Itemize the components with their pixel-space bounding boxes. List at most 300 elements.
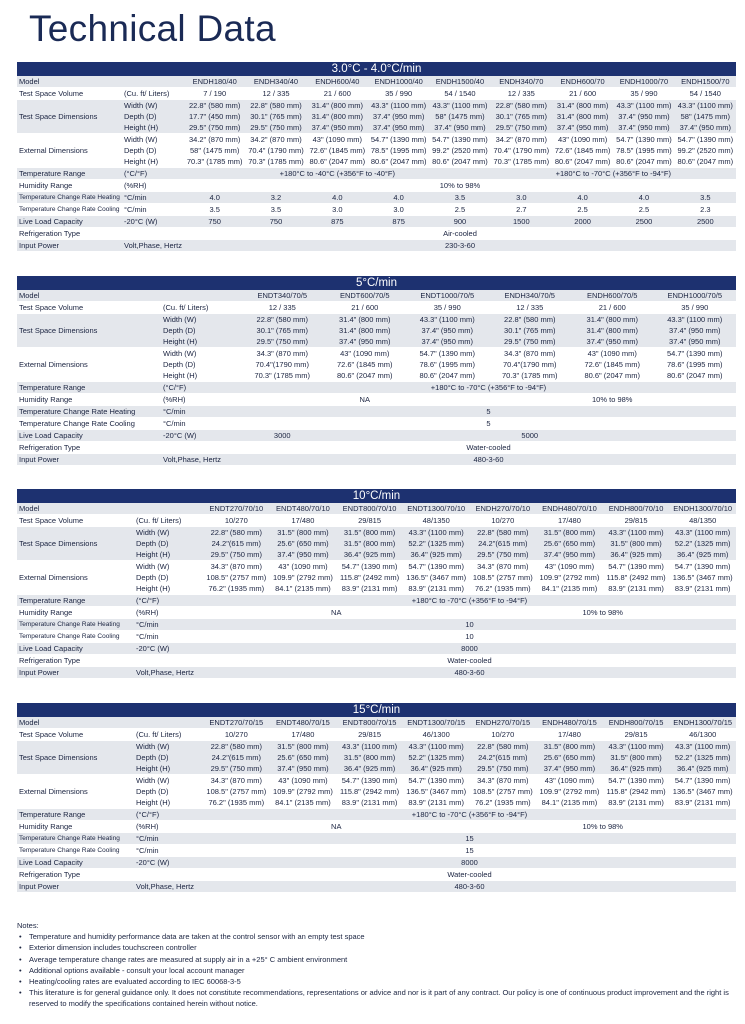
dimension-value: 52.2" (1325 mm): [674, 753, 731, 762]
dimension-cell: [536, 775, 603, 809]
value-cell: 4.0: [613, 192, 674, 204]
dimension-cell: [491, 134, 552, 168]
spec-row: [17, 180, 736, 192]
dimension-cell: [613, 134, 674, 168]
sub-label: Height (H): [124, 157, 159, 166]
dimension-value: 22.8" (580 mm): [210, 528, 263, 537]
span-cell: 480-3-60: [203, 667, 736, 679]
row-sub-labels: [161, 348, 241, 382]
row-unit: °C/min: [161, 418, 241, 430]
row-unit: °C/min: [134, 619, 203, 631]
dimension-cell: [603, 741, 670, 775]
note-item: • Heating/cooling rates are evaluated according to IEC 60068-3-5: [29, 976, 736, 987]
dimension-value: 36.4" (925 mm): [343, 764, 396, 773]
dimension-cell: [675, 100, 736, 134]
row-unit: -20°C (W): [134, 643, 203, 655]
value-cell: 10/270: [470, 515, 537, 527]
span-cell: +180°C to -40°C (+356°F to -40°F): [184, 168, 491, 180]
value-cell: 7 / 190: [184, 88, 245, 100]
dimension-value: 36.4" (925 mm): [410, 764, 462, 773]
dimension-value: 54.7" (1390 mm): [674, 776, 731, 785]
value-cell: 3.5: [245, 204, 306, 216]
row-label: Live Load Capacity: [17, 857, 134, 869]
row-label: External Dimensions: [17, 775, 134, 809]
dimension-cell: [654, 348, 737, 382]
model-name: ENDH1300/70/15: [669, 717, 736, 729]
model-name: ENDT1300/70/10: [403, 503, 470, 515]
dimension-value: 34.2" (870 mm): [495, 135, 548, 144]
value-cell: 900: [429, 216, 490, 228]
model-name: ENDH600/40: [307, 76, 368, 88]
dimension-value: 34.3" (870 mm): [210, 776, 263, 785]
value-cell: 54 / 1540: [429, 88, 490, 100]
model-name: ENDH340/40: [245, 76, 306, 88]
dimension-cell: [406, 314, 489, 348]
dimension-cell: [536, 527, 603, 561]
dimension-value: 109.9" (2792 mm): [273, 573, 333, 582]
value-cell: 2.7: [491, 204, 552, 216]
dimension-value: 84.1" (2135 mm): [541, 584, 598, 593]
span-cell: Water-cooled: [203, 869, 736, 881]
dimension-value: 22.8" (580 mm): [495, 101, 548, 110]
dimension-value: 36.4" (925 mm): [676, 764, 729, 773]
dimension-cell: [324, 348, 407, 382]
notes-list: [17, 931, 736, 1009]
row-label: External Dimensions: [17, 134, 122, 168]
dimension-value: 83.9" (2131 mm): [408, 798, 464, 807]
dimension-value: 43.3" (1100 mm): [616, 101, 672, 110]
row-unit: -20°C (W): [122, 216, 184, 228]
value-cell: 4.0: [368, 192, 429, 204]
sub-label: Width (W): [124, 101, 158, 110]
spec-row: [17, 430, 736, 442]
row-label: Temperature Range: [17, 382, 161, 394]
dimension-cell: [307, 134, 368, 168]
dimension-cell: [270, 741, 337, 775]
dimension-value: 37.4" (950 mm): [434, 123, 486, 132]
dimension-value: 30.1" (765 mm): [495, 112, 548, 121]
sub-label: Height (H): [136, 764, 171, 773]
span-cell: 3000: [241, 430, 324, 442]
dimension-value: 80.6" (2047 mm): [616, 157, 672, 166]
dimension-value: 54.7" (1390 mm): [677, 135, 734, 144]
dimension-cell: [203, 561, 270, 595]
value-cell: 3.0: [491, 192, 552, 204]
dimension-value: 54.7" (1390 mm): [341, 562, 398, 571]
span-cell: 5000: [324, 430, 737, 442]
dimension-value: 80.6" (2047 mm): [370, 157, 427, 166]
dimension-value: 37.4" (950 mm): [311, 123, 364, 132]
dimension-value: 72.6" (1845 mm): [309, 146, 366, 155]
dimension-value: 58" (1475 mm): [189, 146, 240, 155]
dimension-value: 76.2" (1935 mm): [208, 584, 265, 593]
row-label: Humidity Range: [17, 394, 161, 406]
dimension-value: 37.4" (950 mm): [586, 337, 638, 346]
dimension-value: 54.7" (1390 mm): [408, 776, 464, 785]
model-name: ENDT800/70/15: [336, 717, 403, 729]
sub-label: Depth (D): [124, 112, 157, 121]
dimension-value: 78.6" (1995 mm): [666, 360, 723, 369]
dimension-cell: [245, 134, 306, 168]
value-cell: 12 / 335: [489, 302, 572, 314]
spec-row: [17, 595, 736, 607]
model-name: ENDH1300/70/10: [669, 503, 736, 515]
dimension-cell: [603, 561, 670, 595]
dimension-value: 115.8" (2942 mm): [606, 787, 666, 796]
dimension-value: 83.9" (2131 mm): [408, 584, 464, 593]
row-label: Live Load Capacity: [17, 643, 134, 655]
dimension-value: 80.6" (2047 mm): [419, 371, 476, 380]
note-item: • Average temperature change rates are measured at supply air in a +25° C ambient environment: [29, 954, 736, 965]
span-cell: 5: [241, 406, 736, 418]
spec-row: [17, 527, 736, 561]
row-label: Refrigeration Type: [17, 869, 134, 881]
dimension-value: 43.3" (1100 mm): [408, 528, 464, 537]
value-cell: 2500: [675, 216, 736, 228]
row-unit: [134, 869, 203, 881]
dimension-value: 37.4" (950 mm): [543, 550, 596, 559]
spec-row: [17, 394, 736, 406]
sub-label: Depth (D): [136, 753, 169, 762]
dimension-value: 36.4" (925 mm): [410, 550, 462, 559]
dimension-value: 43.3" (1100 mm): [419, 315, 475, 324]
value-cell: 10/270: [203, 729, 270, 741]
dimension-value: 22.8" (580 mm): [250, 101, 302, 110]
dimension-value: 36.4" (925 mm): [610, 550, 662, 559]
dimension-value: 52.2" (1325 mm): [408, 539, 464, 548]
dimension-cell: [324, 314, 407, 348]
row-unit: (Cu. ft/ Liters): [122, 88, 184, 100]
model-name: ENDH480/70/15: [536, 717, 603, 729]
row-unit: [161, 442, 241, 454]
dimension-value: 37.4" (950 mm): [277, 550, 329, 559]
dimension-value: 37.4" (950 mm): [669, 326, 721, 335]
dimension-cell: [613, 100, 674, 134]
dimension-value: 72.6" (1845 mm): [584, 360, 641, 369]
section-5c: [17, 276, 736, 466]
dimension-cell: [336, 741, 403, 775]
dimension-value: 31.4" (800 mm): [556, 101, 609, 110]
dimension-value: 37.4" (950 mm): [543, 764, 596, 773]
sub-label: Width (W): [124, 135, 158, 144]
row-unit: °C/min: [134, 833, 203, 845]
row-label: Refrigeration Type: [17, 228, 122, 240]
spec-row: [17, 561, 736, 595]
row-unit: (Cu. ft/ Liters): [161, 302, 241, 314]
model-name: ENDH1500/70: [675, 76, 736, 88]
spec-row: [17, 809, 736, 821]
row-sub-labels: [122, 134, 184, 168]
model-name: ENDH480/70/10: [536, 503, 603, 515]
dimension-value: 78.6" (1995 mm): [419, 360, 476, 369]
row-unit: °C/min: [134, 631, 203, 643]
dimension-cell: [489, 348, 572, 382]
span-cell: Water-cooled: [241, 442, 736, 454]
sub-label: Depth (D): [136, 539, 169, 548]
row-unit: (%RH): [161, 394, 241, 406]
dimension-value: 70.4"(1790 mm): [502, 360, 557, 369]
dimension-cell: [245, 100, 306, 134]
dimension-value: 83.9" (2131 mm): [341, 584, 398, 593]
dimension-value: 22.8" (580 mm): [188, 101, 241, 110]
dimension-value: 43.3" (1100 mm): [608, 528, 664, 537]
spec-row: [17, 418, 736, 430]
row-unit: (°C/°F): [134, 595, 203, 607]
dimension-value: 84.1" (2135 mm): [275, 584, 331, 593]
sub-label: Width (W): [163, 315, 197, 324]
dimension-cell: [669, 775, 736, 809]
dimension-value: 136.5" (3467 mm): [672, 787, 733, 796]
dimension-value: 72.6" (1845 mm): [336, 360, 393, 369]
row-unit: [161, 290, 241, 302]
dimension-cell: [536, 741, 603, 775]
row-unit: [134, 717, 203, 729]
dimension-value: 29.5" (750 mm): [477, 764, 529, 773]
dimension-cell: [406, 348, 489, 382]
dimension-value: 31.5" (800 mm): [277, 528, 329, 537]
span-cell: Air-cooled: [184, 228, 736, 240]
dimension-value: 30.1" (765 mm): [256, 326, 308, 335]
dimension-value: 54.7" (1390 mm): [674, 562, 731, 571]
value-cell: 10/270: [470, 729, 537, 741]
dimension-value: 31.5" (800 mm): [343, 539, 396, 548]
dimension-value: 29.5" (750 mm): [210, 550, 263, 559]
dimension-value: 70.3" (1785 mm): [493, 157, 550, 166]
span-cell: +180°C to -70°C (+356°F to -94°F): [203, 595, 736, 607]
row-sub-labels: [122, 100, 184, 134]
dimension-value: 31.5" (800 mm): [343, 528, 396, 537]
sub-label: Width (W): [136, 742, 170, 751]
dimension-value: 37.4" (950 mm): [669, 337, 721, 346]
dimension-value: 76.2" (1935 mm): [208, 798, 265, 807]
dimension-cell: [470, 561, 537, 595]
value-cell: 35 / 990: [368, 88, 429, 100]
dimension-value: 115.8" (2942 mm): [339, 787, 400, 796]
dimension-value: 43.3" (1100 mm): [675, 742, 731, 751]
dimension-cell: [368, 134, 429, 168]
model-name: ENDT480/70/15: [270, 717, 337, 729]
dimension-cell: [669, 561, 736, 595]
value-cell: 4.0: [184, 192, 245, 204]
row-label: Live Load Capacity: [17, 430, 161, 442]
dimension-value: 34.2" (870 mm): [188, 135, 241, 144]
row-label: Humidity Range: [17, 821, 134, 833]
value-cell: 750: [184, 216, 245, 228]
dimension-value: 54.7" (1390 mm): [432, 135, 488, 144]
spec-row: [17, 382, 736, 394]
dimension-value: 31.4" (800 mm): [556, 112, 609, 121]
row-unit: °C/min: [134, 845, 203, 857]
model-row: [17, 717, 736, 729]
dimension-value: 29.5" (750 mm): [504, 337, 556, 346]
value-cell: 29/815: [603, 729, 670, 741]
dimension-value: 43.3" (1100 mm): [677, 101, 733, 110]
row-label: Model: [17, 503, 134, 515]
dimension-value: 34.3" (870 mm): [210, 562, 263, 571]
dimension-cell: [270, 527, 337, 561]
dimension-cell: [669, 527, 736, 561]
dimension-value: 25.6" (650 mm): [543, 539, 596, 548]
dimension-cell: [470, 527, 537, 561]
row-sub-labels: [134, 561, 203, 595]
model-name: ENDH600/70/5: [571, 290, 654, 302]
dimension-cell: [429, 100, 490, 134]
dimension-value: 29.5" (750 mm): [250, 123, 302, 132]
notes: [17, 920, 736, 1010]
span-cell: 10% to 98%: [489, 394, 737, 406]
model-row: [17, 290, 736, 302]
dimension-value: 37.4" (950 mm): [618, 112, 670, 121]
dimension-value: 37.4" (950 mm): [339, 337, 391, 346]
dimension-cell: [571, 314, 654, 348]
dimension-value: 80.6" (2047 mm): [336, 371, 393, 380]
section-band: 15°C/min: [17, 703, 736, 717]
dimension-value: 70.3" (1785 mm): [248, 157, 304, 166]
span-cell: 5: [241, 418, 736, 430]
span-cell: 480-3-60: [241, 454, 736, 466]
model-name: ENDH800/70/15: [603, 717, 670, 729]
row-unit: Volt,Phase, Hertz: [134, 667, 203, 679]
sub-label: Height (H): [136, 550, 171, 559]
sub-label: Width (W): [163, 349, 197, 358]
dimension-cell: [654, 314, 737, 348]
dimension-value: 136.5" (3467 mm): [672, 573, 733, 582]
model-name: ENDH1500/40: [429, 76, 490, 88]
span-cell: 8000: [203, 643, 736, 655]
dimension-value: 37.4" (950 mm): [421, 337, 473, 346]
span-cell: 10% to 98%: [470, 821, 737, 833]
span-cell: 15: [203, 833, 736, 845]
dimension-value: 58" (1475 mm): [680, 112, 730, 121]
row-label: Temperature Change Rate Heating: [17, 619, 134, 631]
value-cell: 12 / 335: [491, 88, 552, 100]
dimension-value: 109.9" (2792 mm): [273, 787, 333, 796]
value-cell: 2.3: [675, 204, 736, 216]
value-cell: 875: [307, 216, 368, 228]
row-label: Input Power: [17, 240, 122, 252]
dimension-value: 136.5" (3467 mm): [406, 787, 467, 796]
model-name: ENDT1000/70/5: [406, 290, 489, 302]
sub-label: Height (H): [124, 123, 159, 132]
row-label: Model: [17, 717, 134, 729]
value-cell: 10/270: [203, 515, 270, 527]
value-cell: 3.5: [675, 192, 736, 204]
dimension-cell: [307, 100, 368, 134]
dimension-value: 25.6" (650 mm): [543, 753, 596, 762]
dimension-value: 43" (1090 mm): [340, 349, 390, 358]
model-name: ENDT800/70/10: [336, 503, 403, 515]
value-cell: 48/1350: [669, 515, 736, 527]
row-unit: (Cu. ft/ Liters): [134, 729, 203, 741]
span-cell: 10: [203, 631, 736, 643]
value-cell: 17/480: [536, 515, 603, 527]
dimension-cell: [403, 561, 470, 595]
dimension-value: 80.6" (2047 mm): [432, 157, 488, 166]
spec-row: [17, 100, 736, 134]
row-label: Live Load Capacity: [17, 216, 122, 228]
spec-table: [17, 76, 736, 252]
dimension-cell: [336, 561, 403, 595]
spec-row: [17, 607, 736, 619]
dimension-value: 108.5" (2757 mm): [206, 573, 267, 582]
span-cell: 10: [203, 619, 736, 631]
model-row: [17, 503, 736, 515]
spec-row: [17, 729, 736, 741]
value-cell: 46/1300: [403, 729, 470, 741]
value-cell: 3.5: [429, 192, 490, 204]
dimension-value: 54.7" (1390 mm): [608, 562, 664, 571]
value-cell: 29/815: [603, 515, 670, 527]
value-cell: 29/815: [336, 515, 403, 527]
value-cell: 3.0: [307, 204, 368, 216]
spec-row: [17, 302, 736, 314]
dimension-value: 43.3" (1100 mm): [608, 742, 664, 751]
spec-row: [17, 515, 736, 527]
spec-row: [17, 228, 736, 240]
section-15c: [17, 703, 736, 893]
value-cell: 4.0: [552, 192, 613, 204]
value-cell: 17/480: [536, 729, 603, 741]
span-cell: 10% to 98%: [470, 607, 737, 619]
sub-label: Depth (D): [163, 360, 196, 369]
row-label: Model: [17, 290, 161, 302]
spec-row: [17, 192, 736, 204]
value-cell: 3.2: [245, 192, 306, 204]
model-name: ENDH340/70: [491, 76, 552, 88]
sub-label: Width (W): [136, 776, 170, 785]
value-cell: 21 / 600: [571, 302, 654, 314]
row-label: Refrigeration Type: [17, 655, 134, 667]
dimension-value: 36.4" (925 mm): [676, 550, 729, 559]
dimension-cell: [241, 348, 324, 382]
span-cell: NA: [203, 821, 470, 833]
dimension-value: 54.7" (1390 mm): [341, 776, 398, 785]
model-name: ENDH1000/70: [613, 76, 674, 88]
dimension-value: 37.4" (950 mm): [421, 326, 473, 335]
sub-label: Depth (D): [124, 146, 157, 155]
dimension-value: 29.5" (750 mm): [210, 764, 263, 773]
span-cell: +180°C to -70°C (+356°F to -94°F): [203, 809, 736, 821]
value-cell: 35 / 990: [613, 88, 674, 100]
value-cell: 54 / 1540: [675, 88, 736, 100]
dimension-value: 31.5" (800 mm): [610, 539, 662, 548]
value-cell: 35 / 990: [654, 302, 737, 314]
row-label: Temperature Range: [17, 168, 122, 180]
row-label: Temperature Change Rate Cooling: [17, 418, 161, 430]
value-cell: 1500: [491, 216, 552, 228]
span-cell: 8000: [203, 857, 736, 869]
model-name: ENDT600/70/5: [324, 290, 407, 302]
spec-table: [17, 717, 736, 893]
row-label: Input Power: [17, 454, 161, 466]
spec-row: [17, 631, 736, 643]
dimension-value: 43.3" (1100 mm): [371, 101, 427, 110]
spec-row: [17, 406, 736, 418]
row-sub-labels: [134, 527, 203, 561]
dimension-value: 24.2"(615 mm): [211, 539, 261, 548]
span-cell: +180°C to -70°C (+356°F to -94°F): [241, 382, 736, 394]
row-unit: °C/min: [122, 204, 184, 216]
dimension-value: 24.2"(615 mm): [478, 539, 528, 548]
dimension-cell: [491, 100, 552, 134]
dimension-value: 99.2" (2520 mm): [677, 146, 734, 155]
model-name: ENDH1000/40: [368, 76, 429, 88]
dimension-cell: [403, 527, 470, 561]
dimension-value: 29.5" (750 mm): [188, 123, 241, 132]
spec-row: [17, 348, 736, 382]
value-cell: 21 / 600: [324, 302, 407, 314]
note-item: • Additional options available - consult your local account manager: [29, 965, 736, 976]
